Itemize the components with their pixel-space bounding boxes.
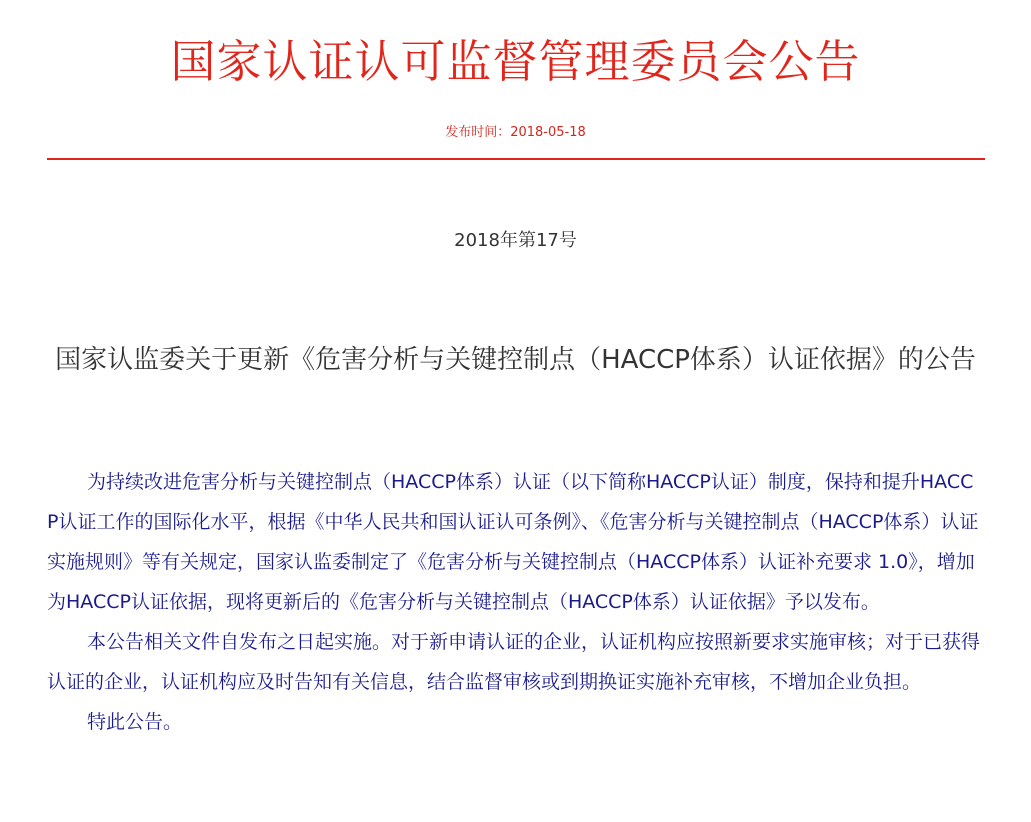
publish-date-line <box>0 124 1031 142</box>
masthead-title: 国家认证认可监督管理委员会公告 <box>170 35 861 88</box>
publish-date-label: 发布时间： <box>445 125 511 140</box>
document-body <box>47 462 981 742</box>
publish-date-value: 2018-05-18 <box>510 125 586 140</box>
body-paragraph-1: 为持续改进危害分析与关键控制点（HACCP体系）认证（以下简称HACCP认证）制度，保持和提升HACCP认证工作的国际化水平，根据《中华人民共和国认证认可条例》、《危害分析与关键控制点（HACCP体系）认证实施规则》等有关规定，国家认监委制定了《危害分析与关键控制点（HACCP体系）认证补充要求 1.0》，增加为HACCP认证依据，现将更新后的《危害分析与关键控制点（HACCP体系）认证依据》予以发布。 <box>47 471 979 613</box>
document-title: 国家认监委关于更新《危害分析与关键控制点（HACCP体系）认证依据》的公告 <box>55 345 976 375</box>
body-paragraph-2: 本公告相关文件自发布之日起实施。对于新申请认证的企业，认证机构应按照新要求实施审核；对于已获得认证的企业，认证机构应及时告知有关信息，结合监督审核或到期换证实施补充审核，不增加企业负担。 <box>47 631 981 693</box>
header-divider <box>47 158 985 160</box>
document-number: 2018年第17号 <box>454 230 577 251</box>
body-paragraph-closing: 特此公告。 <box>87 711 183 733</box>
